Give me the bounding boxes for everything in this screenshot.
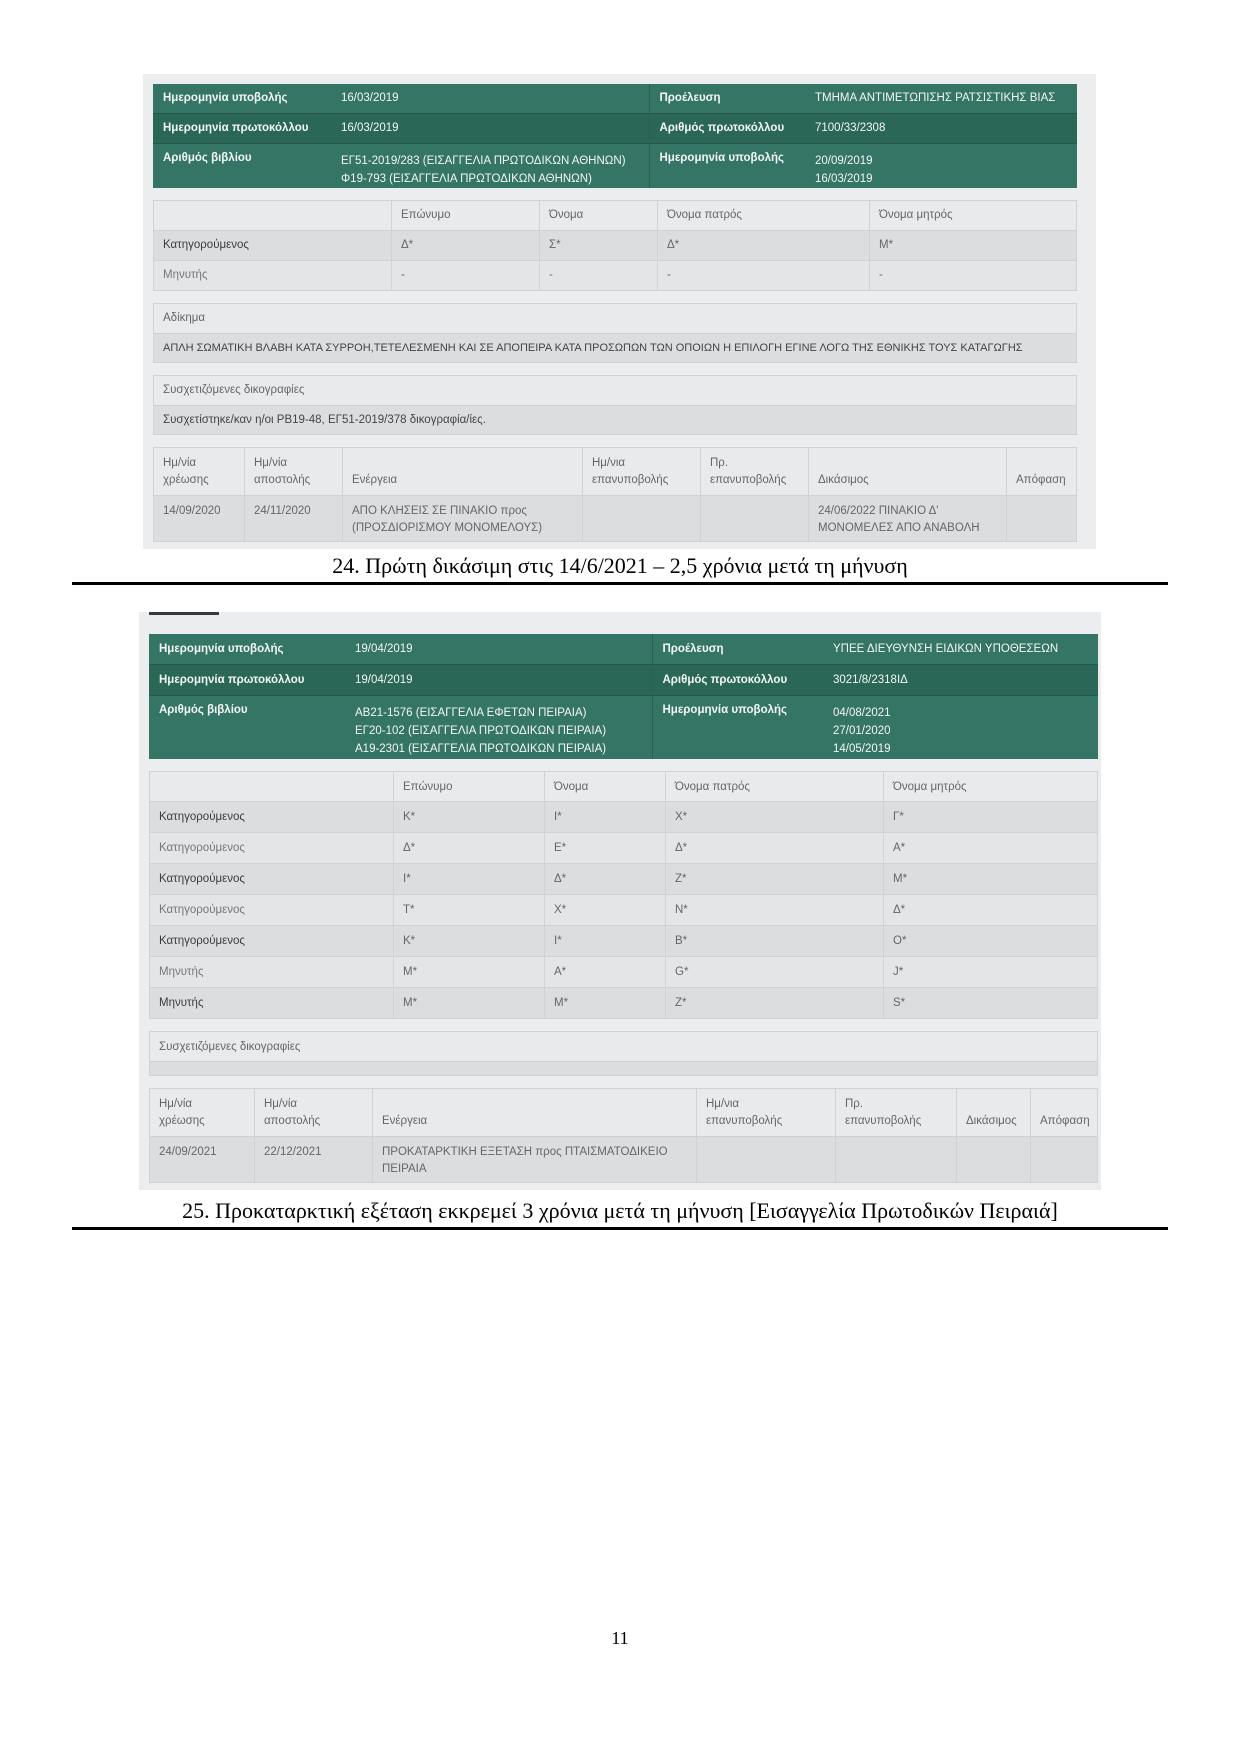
person-mother-name: J* (884, 957, 1098, 988)
column-header: Απόφαση (1031, 1089, 1098, 1137)
offence-section (153, 303, 1077, 363)
hearing-date: 24/06/2022 ΠΙΝΑΚΙΟ Δ' ΜΟΝΟΜΕΛΕΣ ΑΠΟ ΑΝΑΒΟΛΗ (809, 495, 1007, 541)
origin-label: Προέλευση (649, 84, 805, 113)
book-number-values: ΕΓ51-2019/283 (ΕΙΣΑΓΓΕΛΙΑ ΠΡΩΤΟΔΙΚΩΝ ΑΘΗΝΩΝ) Φ19-793 (ΕΙΣΑΓΓΕΛΙΑ ΠΡΩΤΟΔΙΚΩΝ ΑΘΗΝΩΝ) (331, 143, 649, 188)
hearing-date (957, 1137, 1031, 1183)
submission-date-label: Ημερομηνία υποβολής (153, 84, 331, 113)
table-row (154, 495, 1077, 541)
table-row (150, 802, 1098, 833)
person-father-name: - (658, 260, 870, 290)
submission-date2-values: 20/09/2019 16/03/2019 (805, 143, 1077, 188)
procedure-table (153, 447, 1077, 542)
table-row (150, 1137, 1098, 1183)
case-record-screenshot-2 (139, 612, 1101, 1190)
column-header: Όνομα μητρός (884, 772, 1098, 802)
submission-date2-values: 04/08/2021 27/01/2020 14/05/2019 (823, 695, 1098, 759)
table-row (150, 833, 1098, 864)
person-name: Χ* (545, 895, 666, 926)
person-surname: Κ* (394, 926, 545, 957)
dispatch-date: 22/12/2021 (255, 1137, 373, 1183)
submission-date-value: 16/03/2019 (331, 84, 649, 113)
submission-date2-label: Ημερομηνία υποβολής (649, 143, 805, 188)
column-header: Ημ/νία αποστολής (255, 1089, 373, 1137)
column-header (150, 772, 394, 802)
person-role: Κατηγορούμενος (150, 864, 394, 895)
protocol-date-value: 19/04/2019 (345, 664, 652, 695)
related-cases-label: Συσχετιζόμενες δικογραφίες (154, 376, 1076, 405)
resubmission-number (701, 495, 809, 541)
person-name: Ι* (545, 802, 666, 833)
protocol-date-label: Ημερομηνία πρωτοκόλλου (149, 664, 345, 695)
column-header: Επώνυμο (392, 200, 540, 230)
protocol-number-label: Αριθμός πρωτοκόλλου (649, 113, 805, 143)
table-row (154, 230, 1077, 260)
book-number-values: ΑΒ21-1576 (ΕΙΣΑΓΓΕΛΙΑ ΕΦΕΤΩΝ ΠΕΙΡΑΙΑ) ΕΓ20-102 (ΕΙΣΑΓΓΕΛΙΑ ΠΡΩΤΟΔΙΚΩΝ ΠΕΙΡΑΙΑ) Α19-2301 (ΕΙΣΑΓΓΕΛΙΑ ΠΡΩΤΟΔΙΚΩΝ ΠΕΙΡΑΙΑ) (345, 695, 652, 759)
origin-label: Προέλευση (652, 634, 823, 664)
dispatch-date: 24/11/2020 (245, 495, 343, 541)
column-header: Ημ/νία χρέωσης (150, 1089, 255, 1137)
person-surname: Τ* (394, 895, 545, 926)
resubmission-date (583, 495, 701, 541)
case-header-table (153, 84, 1077, 188)
person-name: Δ* (545, 864, 666, 895)
person-mother-name: Μ* (870, 230, 1077, 260)
protocol-number-value: 3021/8/2318ΙΔ (823, 664, 1098, 695)
case-record-screenshot-1 (143, 74, 1096, 549)
column-header: Ενέργεια (343, 447, 583, 495)
protocol-date-value: 16/03/2019 (331, 113, 649, 143)
person-mother-name: Μ* (884, 864, 1098, 895)
person-role: Κατηγορούμενος (150, 895, 394, 926)
resubmission-number (836, 1137, 957, 1183)
related-cases-section (153, 375, 1077, 435)
person-father-name: Δ* (658, 230, 870, 260)
protocol-number-label: Αριθμός πρωτοκόλλου (652, 664, 823, 695)
charge-date: 24/09/2021 (150, 1137, 255, 1183)
table-row (150, 895, 1098, 926)
figure-caption-25: 25. Προκαταρκτική εξέταση εκκρεμεί 3 χρόνια μετά τη μήνυση [Εισαγγελία Πρωτοδικών Πειραιά] (182, 1198, 1058, 1223)
person-role: Κατηγορούμενος (154, 230, 392, 260)
table-row (150, 957, 1098, 988)
related-cases-section (149, 1031, 1098, 1076)
protocol-date-label: Ημερομηνία πρωτοκόλλου (153, 113, 331, 143)
book-number-label: Αριθμός βιβλίου (149, 695, 345, 759)
resubmission-date (697, 1137, 836, 1183)
caption-rule (72, 1227, 1168, 1230)
submission-date-value: 19/04/2019 (345, 634, 652, 664)
person-father-name: Ν* (666, 895, 884, 926)
column-header: Ενέργεια (373, 1089, 697, 1137)
person-name: Ε* (545, 833, 666, 864)
column-header: Δικάσιμος (809, 447, 1007, 495)
person-role: Μηνυτής (154, 260, 392, 290)
person-name: Σ* (540, 230, 658, 260)
related-cases-value: Συσχετίστηκε/καν η/οι ΡΒ19-48, ΕΓ51-2019/378 δικογραφία/ίες. (154, 405, 1076, 434)
person-name: Α* (545, 957, 666, 988)
column-header: Όνομα (545, 772, 666, 802)
person-father-name: Ζ* (666, 864, 884, 895)
person-name: Μ* (545, 988, 666, 1019)
person-mother-name: Δ* (884, 895, 1098, 926)
caption-rule (72, 582, 1168, 585)
person-surname: - (392, 260, 540, 290)
person-surname: Μ* (394, 957, 545, 988)
person-father-name: G* (666, 957, 884, 988)
person-name: Ι* (545, 926, 666, 957)
person-mother-name: S* (884, 988, 1098, 1019)
person-father-name: Ζ* (666, 988, 884, 1019)
case-header-table (149, 634, 1098, 759)
action: ΑΠΟ ΚΛΗΣΕΙΣ ΣΕ ΠΙΝΑΚΙΟ προς (ΠΡΟΣΔΙΟΡΙΣΜΟΥ ΜΟΝΟΜΕΛΟΥΣ) (343, 495, 583, 541)
tab-indicator (149, 612, 219, 615)
table-row (150, 926, 1098, 957)
related-cases-label: Συσχετιζόμενες δικογραφίες (150, 1032, 1097, 1061)
person-name: - (540, 260, 658, 290)
column-header: Όνομα πατρός (666, 772, 884, 802)
person-mother-name: - (870, 260, 1077, 290)
origin-value: ΥΠΕΕ ΔΙΕΥΘΥΝΣΗ ΕΙΔΙΚΩΝ ΥΠΟΘΕΣΕΩΝ (823, 634, 1098, 664)
book-number-label: Αριθμός βιβλίου (153, 143, 331, 188)
submission-date-label: Ημερομηνία υποβολής (149, 634, 345, 664)
figure-caption-24: 24. Πρώτη δικάσιμη στις 14/6/2021 – 2,5 χρόνια μετά τη μήνυση (332, 553, 908, 578)
origin-value: ΤΜΗΜΑ ΑΝΤΙΜΕΤΩΠΙΣΗΣ ΡΑΤΣΙΣΤΙΚΗΣ ΒΙΑΣ (805, 84, 1077, 113)
person-father-name: Δ* (666, 833, 884, 864)
column-header: Όνομα (540, 200, 658, 230)
person-role: Μηνυτής (150, 988, 394, 1019)
person-role: Κατηγορούμενος (150, 802, 394, 833)
offence-value: ΑΠΛΗ ΣΩΜΑΤΙΚΗ ΒΛΑΒΗ ΚΑΤΑ ΣΥΡΡΟΗ,ΤΕΤΕΛΕΣΜΕΝΗ ΚΑΙ ΣΕ ΑΠΟΠΕΙΡΑ ΚΑΤΑ ΠΡΟΣΩΠΩΝ ΤΩΝ ΟΠΟΙΩΝ Η ΕΠΙΛΟΓΗ ΕΓΙΝΕ ΛΟΓΩ ΤΗΣ ΕΘΝΙΚΗΣ ΤΟΥΣ ΚΑΤΑΓΩΓΗΣ (154, 333, 1076, 362)
persons-table (153, 200, 1077, 291)
person-mother-name: Ο* (884, 926, 1098, 957)
person-role: Κατηγορούμενος (150, 833, 394, 864)
person-surname: Μ* (394, 988, 545, 1019)
decision (1031, 1137, 1098, 1183)
related-cases-value (150, 1061, 1097, 1075)
person-father-name: Β* (666, 926, 884, 957)
person-mother-name: Γ* (884, 802, 1098, 833)
column-header (154, 200, 392, 230)
submission-date2-label: Ημερομηνία υποβολής (652, 695, 823, 759)
page-number: 11 (611, 1628, 629, 1648)
column-header: Ημ/νια επανυποβολής (697, 1089, 836, 1137)
person-surname: Κ* (394, 802, 545, 833)
person-surname: Ι* (394, 864, 545, 895)
column-header: Δικάσιμος (957, 1089, 1031, 1137)
person-role: Κατηγορούμενος (150, 926, 394, 957)
table-row (150, 864, 1098, 895)
table-row (154, 260, 1077, 290)
decision (1007, 495, 1077, 541)
column-header: Πρ. επανυποβολής (701, 447, 809, 495)
person-surname: Δ* (394, 833, 545, 864)
person-father-name: Χ* (666, 802, 884, 833)
action: ΠΡΟΚΑΤΑΡΚΤΙΚΗ ΕΞΕΤΑΣΗ προς ΠΤΑΙΣΜΑΤΟΔΙΚΕΙΟ ΠΕΙΡΑΙΑ (373, 1137, 697, 1183)
column-header: Απόφαση (1007, 447, 1077, 495)
protocol-number-value: 7100/33/2308 (805, 113, 1077, 143)
column-header: Ημ/νία αποστολής (245, 447, 343, 495)
column-header: Επώνυμο (394, 772, 545, 802)
offence-label: Αδίκημα (154, 304, 1076, 333)
person-surname: Δ* (392, 230, 540, 260)
column-header: Ημ/νια επανυποβολής (583, 447, 701, 495)
person-role: Μηνυτής (150, 957, 394, 988)
column-header: Όνομα πατρός (658, 200, 870, 230)
charge-date: 14/09/2020 (154, 495, 245, 541)
persons-table (149, 771, 1098, 1019)
column-header: Πρ. επανυποβολής (836, 1089, 957, 1137)
column-header: Όνομα μητρός (870, 200, 1077, 230)
person-mother-name: Α* (884, 833, 1098, 864)
column-header: Ημ/νία χρέωσης (154, 447, 245, 495)
procedure-table (149, 1088, 1098, 1183)
table-row (150, 988, 1098, 1019)
